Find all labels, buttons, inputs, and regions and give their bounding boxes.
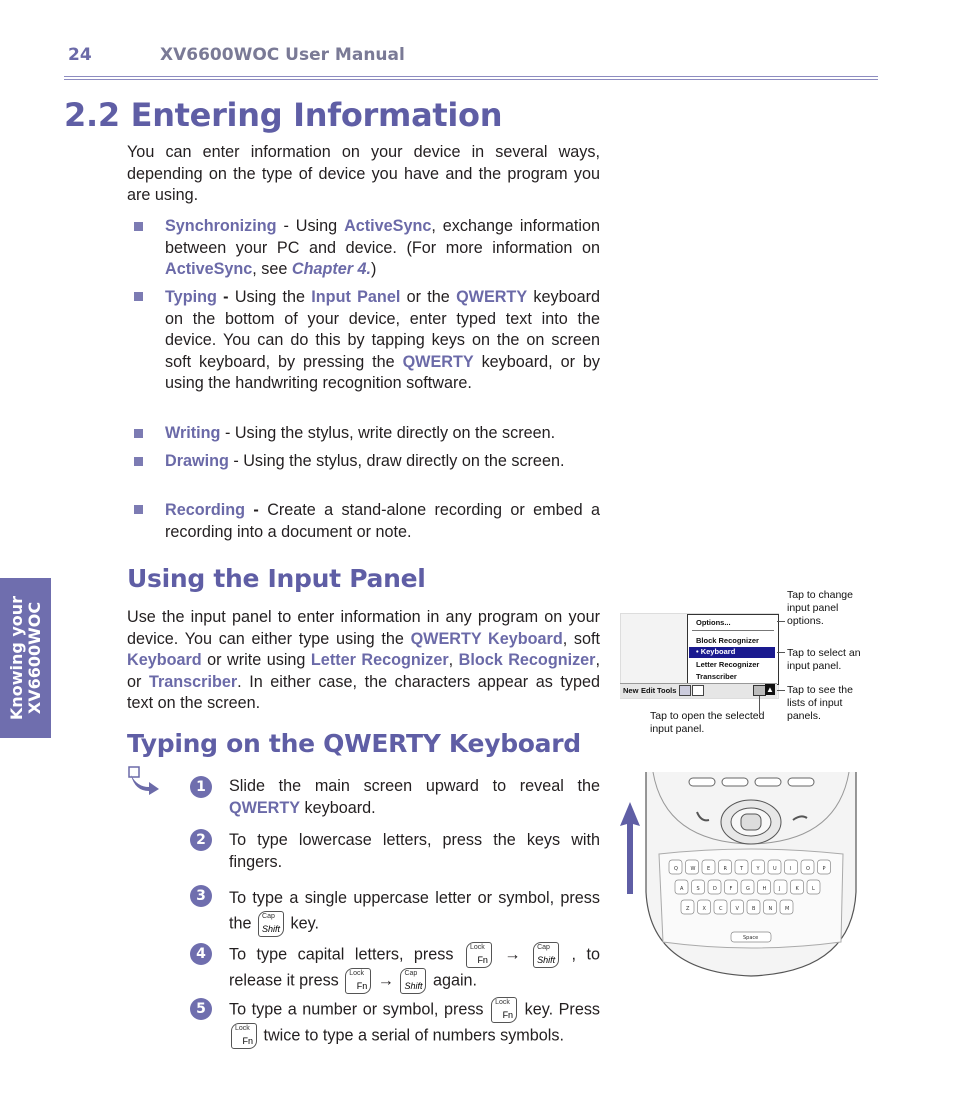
device-key-label: M: [785, 906, 790, 912]
device-key-label: B: [752, 906, 756, 912]
bullet-synchronizing: Synchronizing - Using ActiveSync, exchange information between your PC and device. (For more information on ActiveSync, see Chapter 4.): [165, 217, 600, 278]
toolbar-icon[interactable]: [679, 685, 691, 696]
device-key-label: X: [702, 906, 706, 912]
device-key-label: P: [822, 866, 826, 872]
header-rule-2: [64, 79, 878, 80]
lock-fn-key-icon: Lock Fn: [491, 997, 517, 1023]
step-number-4: 4: [190, 943, 212, 965]
toolbar-tools[interactable]: Tools: [657, 686, 677, 695]
device-key-label: S: [696, 886, 700, 892]
bullet-typing: Typing - Using the Input Panel or the QWERTY keyboard on the bottom of your device, enter typed text into the device. You can do this by tapping keys on the on screen soft keyboard, by pressing the QWERTY keyboard, or by using the handwriting recognition software.: [165, 288, 601, 392]
callout-change-options: Tap to change input panel options.: [787, 589, 853, 627]
device-key-label: G: [746, 886, 750, 892]
step-number-2: 2: [190, 829, 212, 851]
device-key-label: W: [690, 866, 696, 872]
intro-paragraph: You can enter information on your device in several ways, depending on the type of device you have and the program you are using.: [127, 143, 600, 204]
callout-line: [777, 621, 785, 622]
lock-fn-key-icon: Lock Fn: [466, 942, 492, 968]
device-key-label: J: [779, 886, 781, 892]
device-key-label: D: [713, 886, 717, 892]
device-key-label: C: [719, 906, 723, 912]
callout-select-panel: Tap to select an input panel.: [787, 647, 861, 672]
device-key-label: V: [735, 906, 739, 912]
device-key: [785, 860, 798, 874]
device-key-label: I: [789, 866, 791, 872]
device-key-label: R: [723, 866, 727, 872]
step-number-1: 1: [190, 776, 212, 798]
step-5-text: To type a number or symbol, press Lock Fn key. Press Lock Fn twice to type a serial of numbers symbols.: [229, 997, 600, 1049]
procedure-hand-icon: [127, 765, 161, 795]
step-1-text: Slide the main screen upward to reveal the QWERTY keyboard.: [229, 777, 600, 817]
cap-shift-key-icon: Cap Shift: [258, 911, 284, 937]
callout-line: [777, 690, 785, 691]
callout-open-selected: Tap to open the selected input panel.: [650, 710, 765, 735]
device-key-label: K: [795, 886, 799, 892]
input-panel-heading: Using the Input Panel: [127, 564, 426, 593]
menu-item-block-recognizer[interactable]: Block Recognizer: [696, 636, 759, 645]
device-key-label: U: [773, 866, 777, 872]
bullet-writing: Writing - Using the stylus, write directly on the screen.: [165, 424, 556, 442]
device-key-label: F: [729, 886, 733, 892]
menu-item-options[interactable]: Options...: [696, 618, 731, 627]
bullet-drawing: Drawing - Using the stylus, draw directly on the screen.: [165, 452, 565, 470]
toolbar-new[interactable]: New: [623, 686, 639, 695]
step-3-text: To type a single uppercase letter or symbol, press the Cap Shift key.: [229, 886, 600, 937]
callout-line: [777, 652, 785, 653]
header-rule: [64, 76, 878, 77]
toolbar-edit[interactable]: Edit: [641, 686, 656, 695]
device-key-label: L: [812, 886, 815, 892]
device-key-label: O: [806, 866, 810, 872]
section-title: 2.2 Entering Information: [64, 96, 503, 134]
manual-title: XV6600WOC User Manual: [160, 45, 405, 65]
device-key-label: H: [762, 886, 767, 892]
step-2-text: To type lowercase letters, press the keys with fingers.: [229, 831, 600, 871]
bullet-marker: [134, 457, 143, 466]
input-selector-arrow-icon[interactable]: ▲: [766, 685, 774, 694]
bullet-marker: [134, 505, 143, 514]
device-key: [774, 880, 787, 894]
pen-icon[interactable]: [692, 685, 704, 696]
cap-shift-key-icon: Cap Shift: [533, 942, 559, 968]
input-panel-paragraph: Use the input panel to enter information in any program on your device. You can either type using the QWERTY Keyboard, soft Keyboard or write using Letter Recognizer, Block Recognizer, or Transcriber. In either case, the characters appear as typed text on the screen.: [127, 608, 600, 712]
step-number-5: 5: [190, 998, 212, 1020]
bullet-marker: [134, 429, 143, 438]
menu-item-letter-recognizer[interactable]: Letter Recognizer: [696, 660, 760, 669]
menu-item-keyboard[interactable]: • Keyboard: [689, 647, 775, 658]
device-key-label: Z: [686, 906, 690, 912]
device-key-label: T: [740, 866, 744, 872]
menu-item-transcriber[interactable]: Transcriber: [696, 672, 737, 681]
bullet-marker: [134, 222, 143, 231]
menu-divider: [692, 630, 774, 631]
device-keyboard-illustration: [645, 772, 857, 977]
space-key-label: Space: [743, 935, 759, 941]
device-key-label: A: [680, 886, 684, 892]
slide-up-arrow-icon: [618, 800, 642, 896]
lock-fn-key-icon: Lock Fn: [345, 968, 371, 994]
step-4-text: To type capital letters, press Lock Fn → Cap Shift , to release it press Lock Fn → Cap Shift again.: [229, 942, 600, 994]
step-number-3: 3: [190, 885, 212, 907]
lock-fn-key-icon: Lock Fn: [231, 1023, 257, 1049]
bullet-marker: [134, 292, 143, 301]
input-method-menu: [687, 614, 779, 685]
qwerty-heading: Typing on the QWERTY Keyboard: [127, 729, 581, 758]
callout-see-lists: Tap to see the lists of input panels.: [787, 684, 853, 722]
chapter-side-label: Knowing your XV6600WOC: [7, 595, 44, 721]
device-key-label: Y: [756, 866, 760, 872]
device-key-label: Q: [674, 866, 678, 872]
page-number: 24: [68, 45, 92, 65]
cap-shift-key-icon: Cap Shift: [400, 968, 426, 994]
device-key-label: N: [768, 906, 773, 912]
device-key-label: E: [707, 866, 711, 872]
bullet-recording: Recording - Create a stand-alone recording or embed a recording into a document or note.: [165, 501, 600, 541]
